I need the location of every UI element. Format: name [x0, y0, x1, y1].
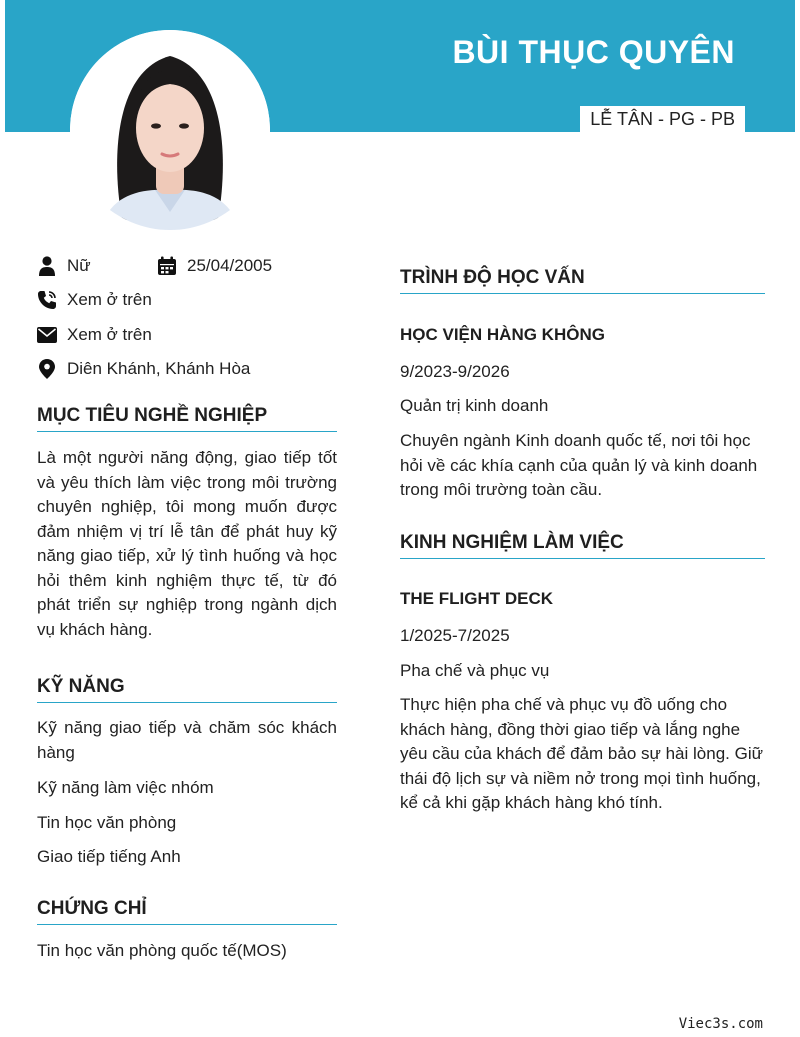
experience-company: THE FLIGHT DECK — [400, 589, 553, 608]
skill-item: Giao tiếp tiếng Anh — [37, 847, 181, 866]
location-pin-icon — [37, 359, 57, 379]
birthday-row — [157, 254, 272, 278]
avatar — [70, 30, 270, 230]
birthday-value: 25/04/2005 — [187, 256, 273, 275]
person-icon — [37, 256, 57, 276]
skill-item: Kỹ năng giao tiếp và chăm sóc khách hàng — [37, 718, 337, 762]
objective-text: Là một người năng động, giao tiếp tốt và yêu thích làm việc trong môi trường chuyên nghiệp, tôi mong muốn được đảm nhiệm vị trí lễ tân để phát huy kỹ năng giao tiếp, xử lý tình huống và học hỏi thêm kinh nghiệm thực tế, từ đó phát triển sự nghiệp trong ngành dịch vụ khách hàng. — [37, 448, 337, 639]
skills-title: KỸ NĂNG — [37, 676, 337, 703]
address-row — [37, 357, 250, 381]
skill-item: Tin học văn phòng — [37, 813, 177, 832]
objective-title: MỤC TIÊU NGHỀ NGHIỆP — [37, 405, 337, 432]
gender-row — [37, 254, 91, 278]
calendar-icon — [157, 256, 177, 276]
mail-icon — [37, 325, 57, 345]
certificates-title: CHỨNG CHỈ — [37, 898, 337, 925]
experience-title: KINH NGHIỆM LÀM VIỆC — [400, 532, 765, 559]
education-title: TRÌNH ĐỘ HỌC VẤN — [400, 267, 765, 294]
portrait-photo — [70, 30, 270, 230]
experience-position: Pha chế và phục vụ — [400, 661, 550, 680]
candidate-name: BÙI THỤC QUYÊN — [452, 34, 735, 70]
education-period: 9/2023-9/2026 — [400, 362, 510, 381]
site-watermark: Viec3s.com — [678, 1016, 763, 1032]
experience-description: Thực hiện pha chế và phục vụ đồ uống cho khách hàng, đồng thời giao tiếp và lắng nghe yêu cầu của khách để đảm bảo sự hài lòng. Giữ thái độ lịch sự và niềm nở trong mọi tình huống, kể cả khi gặp khách hàng khó tính. — [400, 695, 763, 812]
email-value: Xem ở trên — [67, 325, 152, 344]
address-value: Diên Khánh, Khánh Hòa — [67, 359, 251, 378]
education-school: HỌC VIỆN HÀNG KHÔNG — [400, 325, 605, 344]
job-title-badge: LỄ TÂN - PG - PB — [580, 106, 745, 132]
certificate-item: Tin học văn phòng quốc tế(MOS) — [37, 941, 287, 960]
phone-icon — [37, 290, 57, 310]
phone-row — [37, 288, 152, 312]
experience-period: 1/2025-7/2025 — [400, 626, 510, 645]
gender-value: Nữ — [67, 256, 91, 275]
skill-item: Kỹ năng làm việc nhóm — [37, 778, 214, 797]
education-description: Chuyên ngành Kinh doanh quốc tế, nơi tôi học hỏi về các khía cạnh của quản lý và kinh doanh trong môi trường toàn cầu. — [400, 431, 758, 499]
email-row — [37, 323, 152, 347]
phone-value: Xem ở trên — [67, 290, 152, 309]
education-major: Quản trị kinh doanh — [400, 396, 549, 415]
